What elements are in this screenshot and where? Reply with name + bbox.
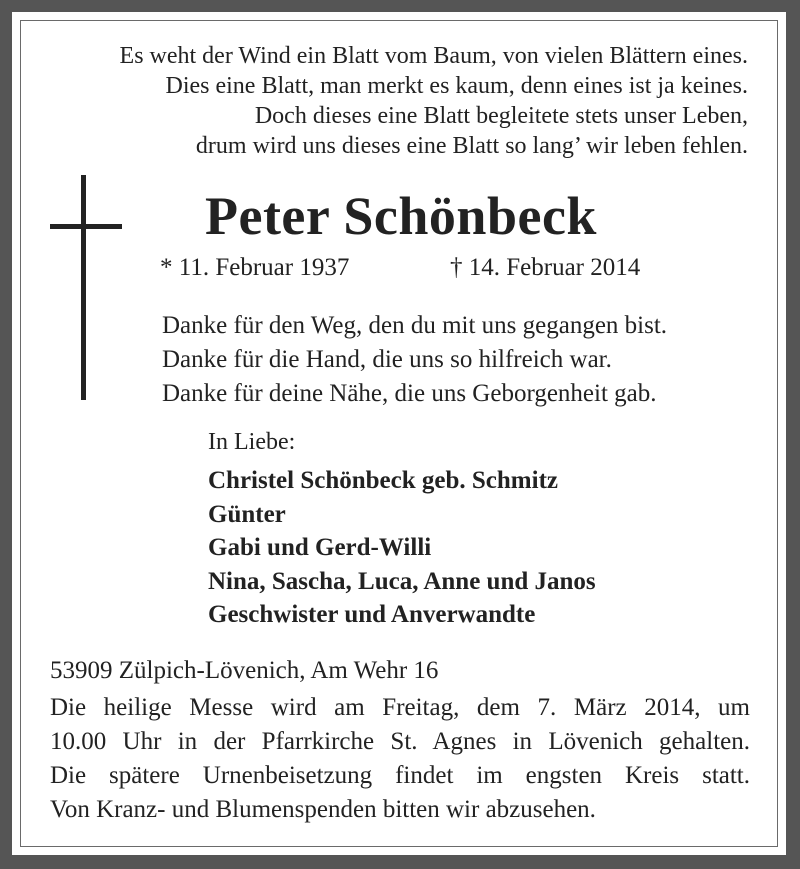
thanks-line: Danke für deine Nähe, die uns Geborgenheit gab. [162,380,657,407]
notice-line: Die spätere Urnenbeisetzung findet im engsten Kreis statt. [50,762,750,789]
mourner-name: Gabi und Gerd-Willi [208,534,432,561]
thanks-line: Danke für den Weg, den du mit uns gegangen bist. [162,312,668,339]
mourners-list [208,464,596,632]
mourner-name: Günter [208,500,286,528]
mourner-name: Christel Schönbeck geb. Schmitz [208,467,558,494]
death-date: † 14. Februar 2014 [450,254,641,281]
mourner-name: Geschwister und Anverwandte [208,601,536,628]
deceased-name: Peter Schönbeck [205,186,597,246]
notice-line: Die heilige Messe wird am Freitag, dem 7. März 2014, um [50,694,750,721]
notice-line: 10.00 Uhr in der Pfarrkirche St. Agnes in Lövenich gehalten. [50,728,750,755]
poem-line: drum wird uns dieses eine Blatt so lang’ wir leben fehlen. [195,133,748,159]
poem-line: Doch dieses eine Blatt begleitete stets unser Leben, [254,103,748,129]
thanks-line: Danke für die Hand, die uns so hilfreich war. [162,346,612,373]
cross-icon [81,175,86,400]
mourners-intro: In Liebe: [208,429,296,455]
poem-line: Dies eine Blatt, man merkt es kaum, denn eines ist ja keines. [165,73,748,99]
address: 53909 Zülpich-Lövenich, Am Wehr 16 [50,657,439,684]
mourner-name: Nina, Sascha, Luca, Anne und Janos [208,567,596,595]
funeral-notice [50,691,750,827]
notice-line: Von Kranz- und Blumenspenden bitten wir abzusehen. [50,796,596,823]
thanks-verse [162,309,667,411]
cross-icon-bar [50,224,122,229]
obituary-card [12,12,786,855]
birth-date: * 11. Februar 1937 [160,254,350,281]
poem-line: Es weht der Wind ein Blatt vom Baum, von vielen Blättern eines. [119,43,748,69]
poem [28,41,748,161]
